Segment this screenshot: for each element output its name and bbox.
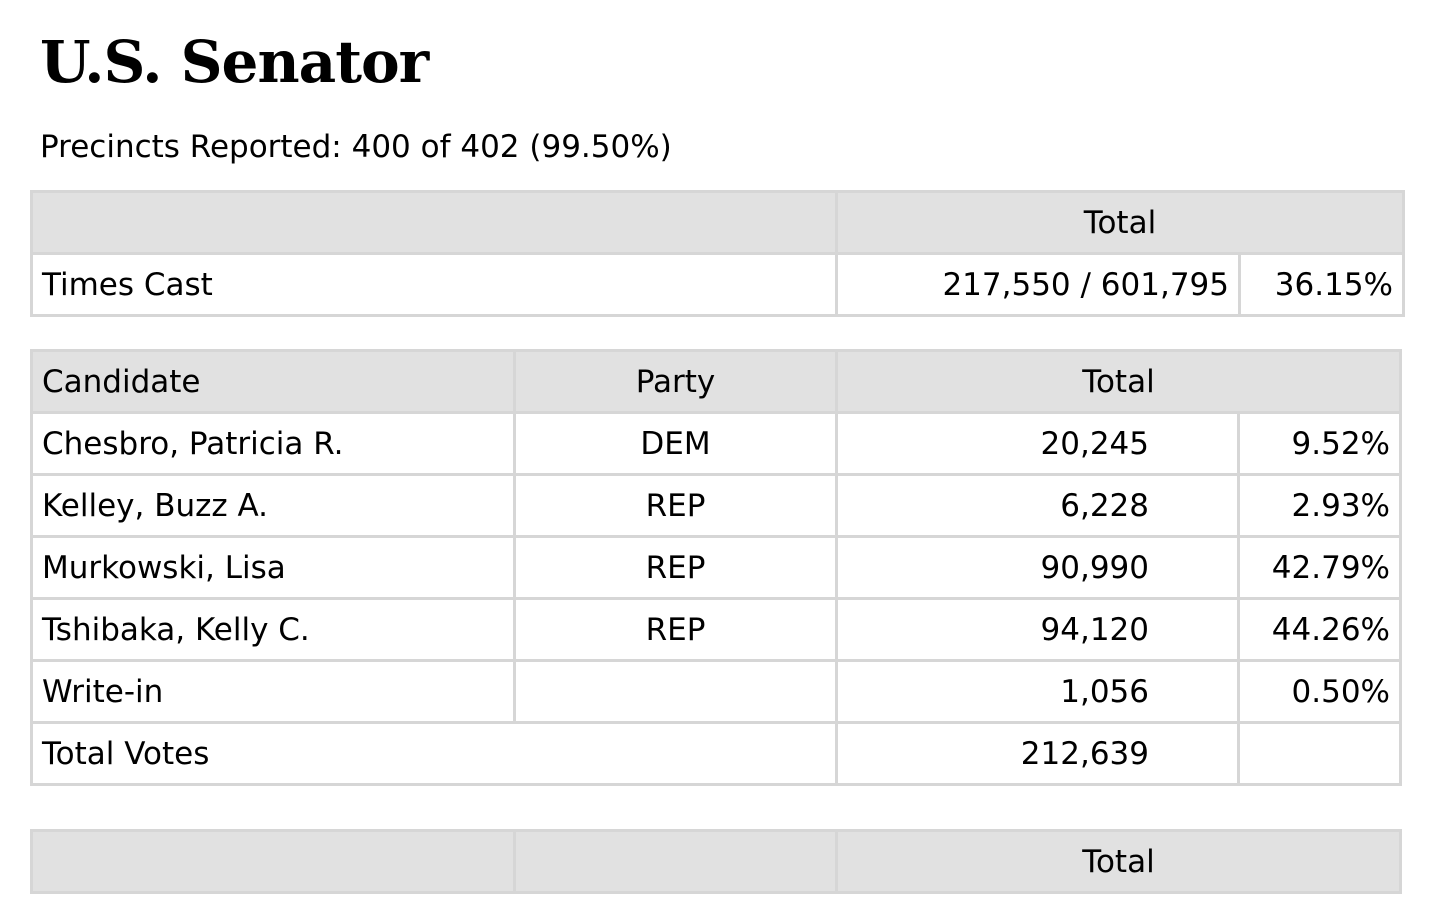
candidate-votes: 94,120 <box>838 600 1237 659</box>
candidate-party: DEM <box>516 414 835 473</box>
next-contest-table <box>30 829 1402 894</box>
candidates-table <box>30 349 1402 786</box>
candidate-votes: 1,056 <box>838 662 1237 721</box>
times-cast-percent: 36.15% <box>1241 255 1402 314</box>
total-votes-row <box>33 724 1399 783</box>
header-blank-cell <box>516 832 835 891</box>
times-cast-header-row <box>33 193 1402 252</box>
header-party: Party <box>516 352 835 411</box>
candidate-votes: 6,228 <box>838 476 1237 535</box>
candidate-percent: 44.26% <box>1240 600 1399 659</box>
header-blank-cell <box>33 832 513 891</box>
header-blank-cell <box>33 193 835 252</box>
candidate-name: Kelley, Buzz A. <box>33 476 513 535</box>
precincts-reported: Precincts Reported: 400 of 402 (99.50%) <box>40 129 672 165</box>
times-cast-table <box>30 190 1405 317</box>
total-votes-value: 212,639 <box>838 724 1237 783</box>
page-title: U.S. Senator <box>40 28 429 96</box>
candidate-name: Murkowski, Lisa <box>33 538 513 597</box>
candidate-party <box>516 662 835 721</box>
header-total: Total <box>838 193 1402 252</box>
candidate-percent: 0.50% <box>1240 662 1399 721</box>
candidate-name: Write-in <box>33 662 513 721</box>
next-contest-header-row <box>33 832 1399 891</box>
table-row <box>33 662 1399 721</box>
candidate-name: Chesbro, Patricia R. <box>33 414 513 473</box>
total-votes-percent <box>1240 724 1399 783</box>
candidates-header-row <box>33 352 1399 411</box>
candidate-percent: 9.52% <box>1240 414 1399 473</box>
total-votes-label: Total Votes <box>33 724 835 783</box>
candidate-percent: 2.93% <box>1240 476 1399 535</box>
candidate-votes: 20,245 <box>838 414 1237 473</box>
candidate-name: Tshibaka, Kelly C. <box>33 600 513 659</box>
candidate-party: REP <box>516 538 835 597</box>
header-total: Total <box>838 832 1399 891</box>
header-total: Total <box>838 352 1399 411</box>
header-candidate: Candidate <box>33 352 513 411</box>
times-cast-row <box>33 255 1402 314</box>
times-cast-label: Times Cast <box>33 255 835 314</box>
candidate-percent: 42.79% <box>1240 538 1399 597</box>
times-cast-value: 217,550 / 601,795 <box>838 255 1238 314</box>
candidate-votes: 90,990 <box>838 538 1237 597</box>
table-row <box>33 538 1399 597</box>
candidate-party: REP <box>516 476 835 535</box>
table-row <box>33 476 1399 535</box>
table-row <box>33 600 1399 659</box>
candidate-party: REP <box>516 600 835 659</box>
table-row <box>33 414 1399 473</box>
